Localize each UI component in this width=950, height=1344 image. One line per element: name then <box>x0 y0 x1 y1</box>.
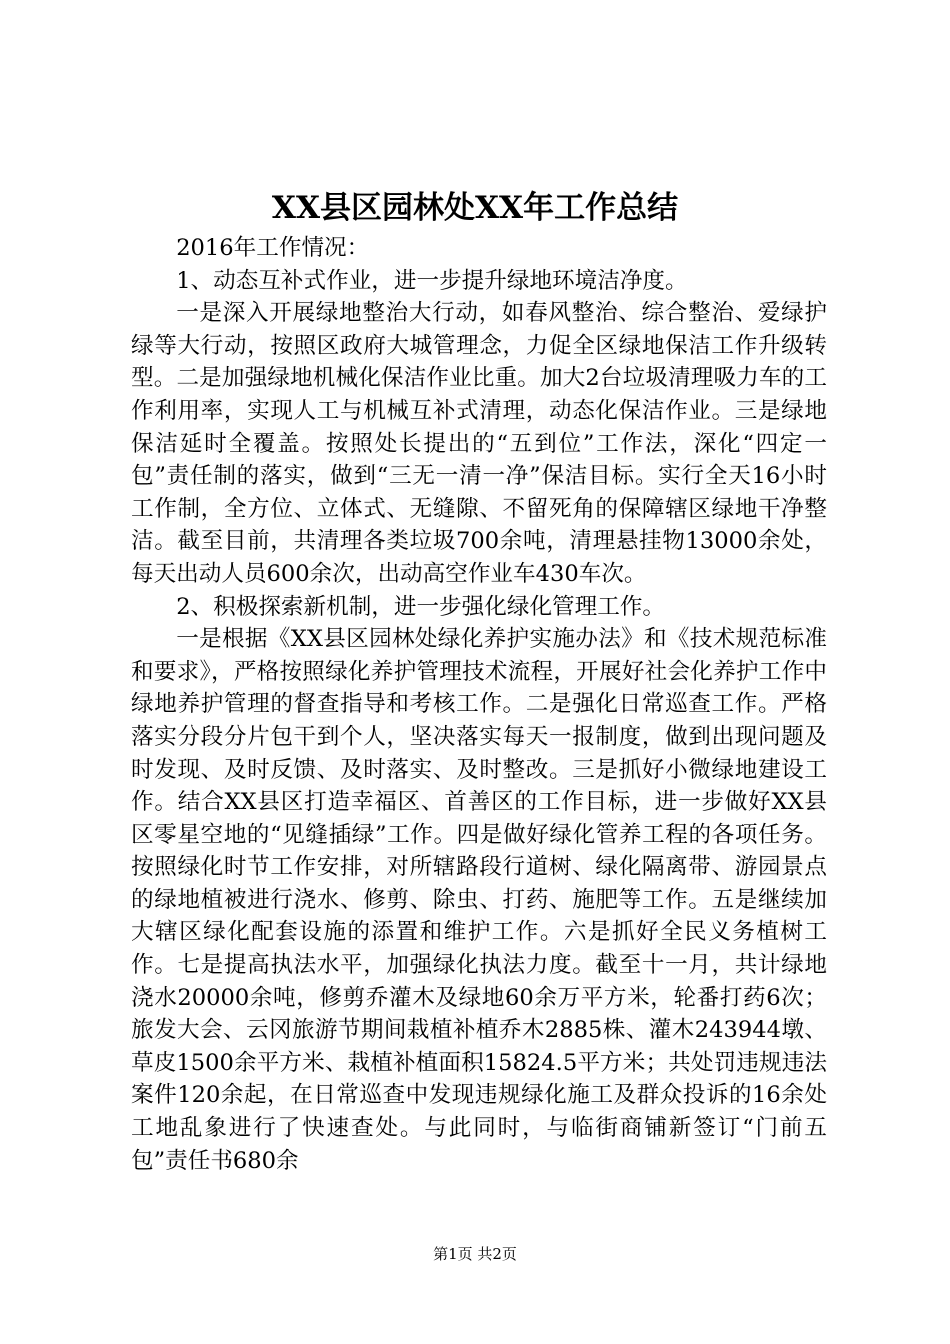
paragraph-section-2: 一是根据《XX县区园林处绿化养护实施办法》和《技术规范标准和要求》，严格按照绿化养护管理技术流程，开展好社会化养护工作中绿地养护管理的督查指导和考核工作。二是强化日常巡查工作。严格落实分段分片包干到个人，坚决落实每天一报制度，做到出现问题及时发现、及时反馈、及时落实、及时整改。三是抓好小微绿地建设工作。结合XX县区打造幸福区、首善区的工作目标，进一步做好XX县区零星空地的“见缝插绿”工作。四是做好绿化管养工程的各项任务。按照绿化时节工作安排，对所辖路段行道树、绿化隔离带、游园景点的绿地植被进行浇水、修剪、除虫、打药、施肥等工作。五是继续加大辖区绿化配套设施的添置和维护工作。六是抓好全民义务植树工作。七是提高执法水平，加强绿化执法力度。截至十一月，共计绿地浇水20000余吨，修剪乔灌木及绿地60余万平方米，轮番打药6次；旅发大会、云冈旅游节期间栽植补植乔木2885株、灌木243944墩、草皮1500余平方米、栽植补植面积15824.5平方米；共处罚违规违法案件120余起，在日常巡查中发现违规绿化施工及群众投诉的16余处工地乱象进行了快速查处。与此同时，与临街商铺新签订“门前五包”责任书680余 <box>131 626 827 1174</box>
paragraph-section-1: 一是深入开展绿地整治大行动，如春风整治、综合整治、爱绿护绿等大行动，按照区政府大城管理念，力促全区绿地保洁工作升级转型。二是加强绿地机械化保洁作业比重。加大2台垃圾清理吸力车的工作利用率，实现人工与机械互补式清理，动态化保洁作业。三是绿地保洁延时全覆盖。按照处长提出的“五到位”工作法，深化“四定一包”责任制的落实，做到“三无一清一净”保洁目标。实行全天16小时工作制，全方位、立体式、无缝隙、不留死角的保障辖区绿地干净整洁。截至目前，共清理各类垃圾700余吨，清理悬挂物13000余处，每天出动人员600余次，出动高空作业车430车次。 <box>131 300 827 587</box>
page-footer: 第1页 共2页 <box>433 1245 517 1263</box>
paragraph-intro: 2016年工作情况： <box>176 235 370 261</box>
paragraph-heading-2: 2、积极探索新机制，进一步强化绿化管理工作。 <box>176 593 666 620</box>
document-title: XX县区园林处XX年工作总结 <box>271 190 679 226</box>
paragraph-heading-1: 1、动态互补式作业，进一步提升绿地环境洁净度。 <box>176 267 688 294</box>
document-body <box>131 232 827 1177</box>
